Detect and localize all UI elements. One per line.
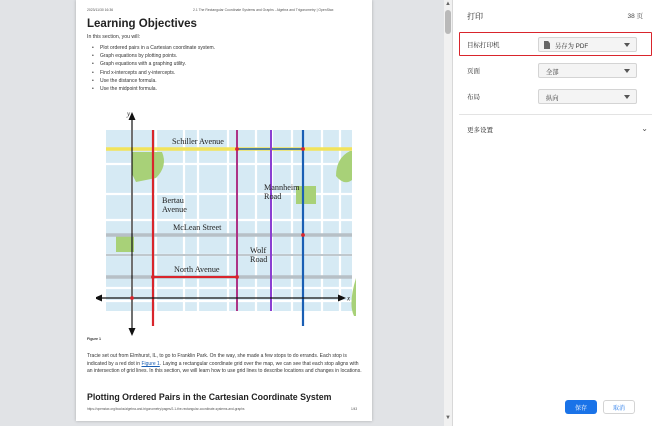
layout-row [459, 85, 652, 107]
sheet-count: 38 页 [627, 13, 643, 20]
document-icon [544, 41, 550, 49]
destination-row [459, 32, 652, 56]
preview-page [76, 0, 372, 421]
objective-item: • Graph equations by plotting points. [100, 52, 215, 60]
label-bertau-avenue: Bertau [162, 196, 184, 205]
label-schiller-avenue: Schiller Avenue [172, 137, 224, 146]
body-paragraph [87, 353, 363, 376]
body-text-cont: . Laying a rectangular coordinate grid over the map, we can see that each stop aligns with an intersection of grid lines. In this section, we will learn how to use grid lines to describe locations and changes in locations. [87, 360, 362, 375]
chevron-down-icon: ⌄ [641, 124, 648, 133]
objective-item: • Plot ordered pairs in a Cartesian coordinate system. [100, 44, 215, 52]
street-map-figure [96, 104, 356, 338]
map-park [116, 236, 134, 252]
objective-item: • Graph equations with a graphing utility. [100, 60, 215, 68]
more-settings-toggle[interactable] [459, 123, 652, 139]
pages-select[interactable] [538, 63, 637, 78]
page-heading: Learning Objectives [87, 18, 197, 30]
label-mclean-street: McLean Street [173, 223, 222, 232]
stop-dot [151, 275, 155, 279]
objectives-list [100, 44, 215, 93]
objective-item: • Use the midpoint formula. [100, 85, 215, 93]
figure-link[interactable]: Figure 1 [141, 360, 160, 367]
destination-label: 目标打印机 [467, 42, 500, 49]
pages-row [459, 59, 652, 81]
pages-value: 全部 [546, 69, 559, 76]
stop-dot [301, 147, 305, 151]
body-text: Tracie set out from Elmhurst, IL, to go to Franklin Park. On the way, she made a few stops to do errands. Each stop is indicated by a red dot in [87, 353, 347, 367]
label-bertau-avenue-2: Avenue [162, 205, 187, 214]
layout-select[interactable] [538, 89, 637, 104]
stop-dot [301, 233, 305, 237]
panel-divider [459, 114, 652, 115]
label-wolf-road: Wolf [250, 246, 267, 255]
save-button[interactable]: 保存 [565, 400, 597, 414]
scroll-up-icon[interactable]: ▲ [445, 1, 451, 7]
page-footer-url: https://openstax.org/books/algebra-and-trigonometry/pages/2-1-the-rectangular-coordinate-systems-and-graphs [87, 407, 245, 411]
y-axis-label: y [127, 110, 131, 118]
map-park [351, 278, 356, 316]
dropdown-arrow-icon [624, 95, 630, 99]
destination-value: 另存为 PDF [555, 43, 589, 50]
stop-dot [235, 147, 239, 151]
destination-select[interactable] [538, 37, 637, 52]
more-settings-label: 更多设置 [467, 127, 493, 134]
page-header-date: 2023/11/30 16:36 [87, 8, 114, 12]
layout-value: 纵向 [546, 95, 559, 102]
objective-item: • Find x-intercepts and y-intercepts. [100, 69, 215, 77]
preview-scrollbar[interactable] [444, 0, 452, 426]
label-mannheim-road-2: Road [264, 192, 282, 201]
dropdown-arrow-icon [624, 43, 630, 47]
page-header-title: 2.1 The Rectangular Coordinate Systems and Graphs - Algebra and Trigonometry | OpenStax [193, 8, 334, 12]
intro-text: In this section, you will: [87, 34, 141, 40]
stop-dot [235, 275, 239, 279]
label-north-avenue: North Avenue [174, 265, 220, 274]
label-wolf-road-2: Road [250, 255, 268, 264]
x-axis-arrow-left [96, 295, 102, 302]
layout-label: 布局 [467, 94, 480, 101]
figure-caption: Figure 1 [87, 337, 101, 341]
objective-item: • Use the distance formula. [100, 77, 215, 85]
stop-dot [130, 296, 134, 300]
scroll-down-icon[interactable]: ▼ [445, 415, 451, 421]
print-settings-panel [452, 0, 657, 426]
pages-label: 页面 [467, 68, 480, 75]
x-axis-label: x [347, 294, 351, 303]
y-axis-arrow-bottom [129, 328, 136, 336]
section-heading: Plotting Ordered Pairs in the Cartesian Coordinate System [87, 392, 332, 402]
cancel-button[interactable]: 取消 [603, 400, 635, 414]
scrollbar-thumb[interactable] [445, 10, 451, 34]
page-footer-number: 1/43 [351, 407, 358, 411]
dropdown-arrow-icon [624, 69, 630, 73]
label-mannheim-road: Mannheim [264, 183, 300, 192]
panel-title: 打印 [467, 12, 483, 21]
